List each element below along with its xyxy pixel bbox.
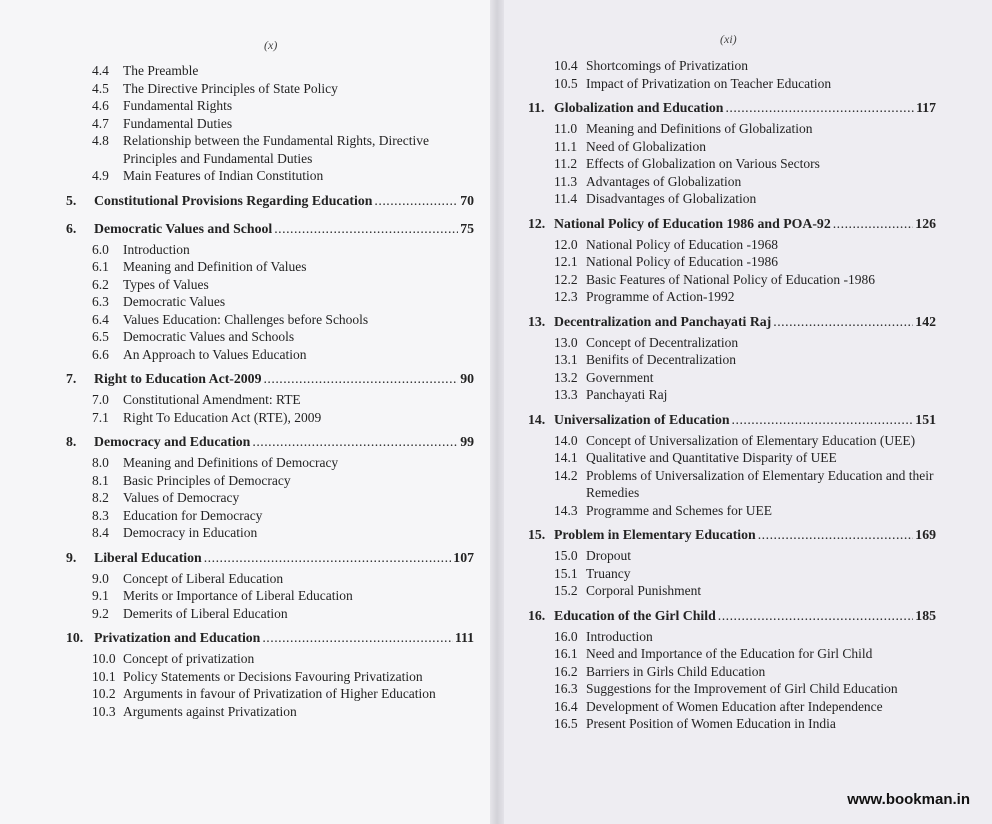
section-title: Disadvantages of Globalization bbox=[586, 191, 757, 206]
section-number: 10.1 bbox=[92, 668, 116, 684]
section-title: The Directive Principles of State Policy bbox=[123, 80, 338, 96]
chapter-page: 90 bbox=[460, 371, 474, 386]
section-number: 4.6 bbox=[92, 98, 109, 113]
toc-section-entry bbox=[528, 449, 936, 467]
toc-section-entry bbox=[66, 650, 474, 668]
chapter-number: 16. bbox=[528, 607, 546, 623]
section-number: 12.2 bbox=[554, 271, 578, 287]
section-title: Basic Principles of Democracy bbox=[123, 472, 291, 488]
section-number: 14.3 bbox=[554, 502, 578, 518]
section-number: 16.5 bbox=[554, 716, 578, 731]
section-number: 6.4 bbox=[92, 311, 109, 327]
section-number: 12.0 bbox=[554, 236, 578, 252]
section-number: 6.6 bbox=[92, 346, 109, 362]
section-number: 6.5 bbox=[92, 329, 109, 344]
chapter-page: 185 bbox=[915, 607, 936, 623]
toc-section-entry bbox=[66, 703, 474, 721]
toc-section-entry bbox=[66, 241, 474, 259]
toc-section-entry bbox=[66, 62, 474, 80]
toc-chapter-entry bbox=[528, 313, 936, 330]
toc-chapter-entry bbox=[66, 433, 474, 450]
chapter-title: Globalization and Education bbox=[554, 100, 724, 115]
chapter-number: 8. bbox=[66, 434, 77, 449]
section-number: 6.2 bbox=[92, 276, 109, 292]
section-number: 10.3 bbox=[92, 703, 116, 719]
section-number: 6.1 bbox=[92, 259, 109, 274]
toc-section-entry bbox=[66, 115, 474, 133]
section-number: 10.0 bbox=[92, 651, 116, 666]
section-title: Impact of Privatization on Teacher Education bbox=[586, 75, 832, 91]
toc-section-entry bbox=[66, 409, 474, 427]
section-number: 14.0 bbox=[554, 432, 578, 448]
section-number: 15.1 bbox=[554, 565, 578, 581]
page-number-right: (xi) bbox=[720, 32, 737, 46]
section-number: 4.7 bbox=[92, 115, 109, 131]
chapter-title: Universalization of Education bbox=[554, 411, 730, 427]
dot-leader bbox=[262, 629, 452, 646]
section-title: Problems of Universalization of Elementary Education and their Remedies bbox=[586, 467, 934, 500]
section-title: Present Position of Women Education in India bbox=[586, 716, 836, 731]
chapter-page: 107 bbox=[453, 549, 474, 565]
dot-leader bbox=[374, 192, 458, 209]
toc-section-entry bbox=[528, 120, 936, 138]
dot-leader bbox=[773, 313, 913, 330]
section-title: Shortcomings of Privatization bbox=[586, 58, 748, 73]
section-number: 13.1 bbox=[554, 352, 578, 367]
section-title: Government bbox=[586, 369, 654, 385]
toc-section-entry bbox=[528, 547, 936, 565]
toc-section-entry bbox=[528, 663, 936, 681]
toc-section-entry bbox=[528, 502, 936, 520]
toc-section-entry bbox=[528, 253, 936, 271]
section-title: Concept of Decentralization bbox=[586, 334, 739, 350]
section-number: 4.5 bbox=[92, 80, 109, 96]
toc-section-entry bbox=[66, 454, 474, 472]
toc-section-entry bbox=[66, 472, 474, 490]
toc-chapter-entry bbox=[66, 220, 474, 237]
section-number: 11.3 bbox=[554, 173, 578, 189]
toc-section-entry bbox=[528, 645, 936, 663]
chapter-page: 117 bbox=[916, 100, 936, 115]
chapter-number: 15. bbox=[528, 527, 546, 542]
toc-section-entry bbox=[528, 138, 936, 156]
toc-section-entry bbox=[66, 524, 474, 542]
section-number: 8.2 bbox=[92, 490, 109, 505]
toc-section-entry bbox=[528, 467, 936, 502]
toc-section-entry bbox=[528, 628, 936, 646]
chapter-title: Democratic Values and School bbox=[94, 220, 273, 236]
chapter-title: Education of the Girl Child bbox=[554, 607, 716, 623]
section-number: 16.3 bbox=[554, 681, 578, 696]
book-gutter bbox=[490, 0, 504, 824]
toc-chapter-entry bbox=[66, 629, 474, 646]
section-title: Suggestions for the Improvement of Girl Child Education bbox=[586, 681, 898, 696]
section-number: 4.9 bbox=[92, 168, 109, 183]
section-title: Fundamental Rights bbox=[123, 98, 233, 113]
section-title: Need and Importance of the Education for Girl Child bbox=[586, 646, 873, 661]
section-number: 9.0 bbox=[92, 570, 109, 586]
section-title: Main Features of Indian Constitution bbox=[123, 168, 324, 183]
section-title: Arguments in favour of Privatization of Higher Education bbox=[123, 686, 436, 701]
chapter-number: 9. bbox=[66, 549, 77, 565]
section-title: Effects of Globalization on Various Sectors bbox=[586, 156, 820, 171]
toc-section-entry bbox=[66, 167, 474, 185]
section-number: 6.0 bbox=[92, 241, 109, 257]
section-number: 8.1 bbox=[92, 472, 109, 488]
section-title: Concept of Universalization of Elementary Education (UEE) bbox=[586, 432, 916, 448]
section-title: Dropout bbox=[586, 548, 631, 563]
dot-leader bbox=[725, 99, 914, 116]
section-title: Basic Features of National Policy of Education -1986 bbox=[586, 271, 876, 287]
section-title: Meaning and Definitions of Globalization bbox=[586, 121, 813, 136]
section-number: 12.3 bbox=[554, 289, 578, 304]
dot-leader bbox=[274, 220, 458, 237]
section-title: Relationship between the Fundamental Rights, Directive Principles and Fundamental Duties bbox=[123, 133, 429, 166]
section-number: 13.2 bbox=[554, 369, 578, 385]
toc-section-entry bbox=[66, 587, 474, 605]
section-number: 7.0 bbox=[92, 392, 109, 407]
section-title: Right To Education Act (RTE), 2009 bbox=[123, 409, 322, 425]
section-title: Panchayati Raj bbox=[586, 387, 668, 402]
section-number: 15.2 bbox=[554, 583, 578, 598]
section-title: Fundamental Duties bbox=[123, 115, 233, 131]
section-number: 15.0 bbox=[554, 548, 578, 563]
section-title: Policy Statements or Decisions Favouring Privatization bbox=[123, 668, 423, 684]
chapter-title: Decentralization and Panchayati Raj bbox=[554, 313, 772, 329]
chapter-title: Problem in Elementary Education bbox=[554, 527, 756, 542]
toc-section-entry bbox=[66, 489, 474, 507]
page-number-left: (x) bbox=[264, 38, 278, 52]
section-title: Barriers in Girls Child Education bbox=[586, 663, 766, 679]
section-title: Concept of Liberal Education bbox=[123, 570, 284, 586]
toc-section-entry bbox=[66, 605, 474, 623]
chapter-title: Constitutional Provisions Regarding Education bbox=[94, 192, 373, 208]
toc-chapter-entry bbox=[66, 370, 474, 387]
toc-section-entry bbox=[66, 311, 474, 329]
section-title: Concept of privatization bbox=[123, 651, 255, 666]
toc-section-entry bbox=[528, 271, 936, 289]
dot-leader bbox=[833, 215, 914, 232]
section-title: Values Education: Challenges before Schools bbox=[123, 311, 369, 327]
chapter-title: Democracy and Education bbox=[94, 434, 251, 449]
section-title: Democracy in Education bbox=[123, 525, 258, 540]
toc-section-entry bbox=[66, 346, 474, 364]
section-number: 16.1 bbox=[554, 646, 578, 661]
toc-section-entry bbox=[528, 190, 936, 208]
toc-section-entry bbox=[528, 698, 936, 716]
dot-leader bbox=[204, 549, 452, 566]
section-number: 9.2 bbox=[92, 605, 109, 621]
chapter-title: National Policy of Education 1986 and POA-92 bbox=[554, 215, 831, 231]
section-number: 16.0 bbox=[554, 628, 578, 644]
section-number: 10.5 bbox=[554, 75, 578, 91]
chapter-page: 126 bbox=[915, 215, 936, 231]
section-title: Values of Democracy bbox=[123, 490, 240, 505]
section-title: Democratic Values bbox=[123, 294, 226, 309]
watermark: www.bookman.in bbox=[847, 791, 970, 808]
toc-chapter-entry bbox=[528, 526, 936, 543]
dot-leader bbox=[732, 411, 914, 428]
chapter-page: 70 bbox=[460, 192, 474, 208]
section-number: 13.0 bbox=[554, 334, 578, 350]
section-number: 13.3 bbox=[554, 387, 578, 402]
chapter-number: 12. bbox=[528, 215, 546, 231]
toc-section-entry bbox=[66, 80, 474, 98]
section-title: Constitutional Amendment: RTE bbox=[123, 392, 301, 407]
section-title: Corporal Punishment bbox=[586, 583, 702, 598]
section-number: 9.1 bbox=[92, 588, 109, 603]
section-title: Democratic Values and Schools bbox=[123, 329, 295, 344]
section-number: 14.1 bbox=[554, 450, 578, 465]
chapter-number: 5. bbox=[66, 192, 77, 208]
section-title: Meaning and Definition of Values bbox=[123, 259, 307, 274]
section-number: 8.0 bbox=[92, 455, 109, 470]
toc-section-entry bbox=[66, 668, 474, 686]
toc-section-entry bbox=[66, 507, 474, 525]
toc-section-entry bbox=[66, 391, 474, 409]
section-title: Arguments against Privatization bbox=[123, 703, 297, 719]
toc-section-entry bbox=[528, 57, 936, 75]
section-title: Truancy bbox=[586, 565, 631, 581]
toc-section-entry bbox=[528, 582, 936, 600]
chapter-page: 99 bbox=[460, 434, 474, 449]
dot-leader bbox=[718, 607, 914, 624]
section-number: 11.1 bbox=[554, 138, 578, 154]
toc-section-entry bbox=[528, 369, 936, 387]
section-title: Introduction bbox=[586, 628, 653, 644]
toc-section-entry bbox=[528, 715, 936, 733]
toc-chapter-entry bbox=[66, 549, 474, 566]
toc-section-entry bbox=[66, 328, 474, 346]
section-number: 8.4 bbox=[92, 525, 109, 540]
toc-section-entry bbox=[66, 685, 474, 703]
toc-chapter-entry bbox=[66, 192, 474, 209]
chapter-number: 13. bbox=[528, 313, 546, 329]
section-number: 12.1 bbox=[554, 254, 578, 269]
section-title: Advantages of Globalization bbox=[586, 173, 742, 189]
section-title: Introduction bbox=[123, 241, 190, 257]
section-number: 16.4 bbox=[554, 698, 578, 714]
section-title: Need of Globalization bbox=[586, 138, 706, 154]
toc-section-entry bbox=[66, 97, 474, 115]
section-number: 16.2 bbox=[554, 663, 578, 679]
chapter-title: Liberal Education bbox=[94, 549, 202, 565]
toc-section-entry bbox=[528, 432, 936, 450]
section-title: National Policy of Education -1968 bbox=[586, 236, 778, 252]
chapter-page: 142 bbox=[915, 313, 936, 329]
chapter-number: 10. bbox=[66, 630, 84, 645]
chapter-page: 151 bbox=[915, 411, 936, 427]
toc-list-right bbox=[528, 57, 936, 733]
section-title: Demerits of Liberal Education bbox=[123, 605, 288, 621]
section-number: 10.4 bbox=[554, 58, 578, 73]
section-number: 4.8 bbox=[92, 133, 109, 148]
toc-section-entry bbox=[66, 132, 474, 167]
section-number: 7.1 bbox=[92, 409, 109, 425]
toc-section-entry bbox=[528, 334, 936, 352]
toc-section-entry bbox=[66, 276, 474, 294]
toc-chapter-entry bbox=[528, 215, 936, 232]
toc-section-entry bbox=[528, 155, 936, 173]
chapter-number: 7. bbox=[66, 371, 77, 386]
toc-chapter-entry bbox=[528, 99, 936, 116]
chapter-page: 75 bbox=[460, 220, 474, 236]
toc-section-entry bbox=[528, 236, 936, 254]
section-number: 11.2 bbox=[554, 156, 578, 171]
section-title: Programme of Action-1992 bbox=[586, 289, 735, 304]
toc-section-entry bbox=[528, 288, 936, 306]
section-number: 8.3 bbox=[92, 507, 109, 523]
dot-leader bbox=[263, 370, 458, 387]
dot-leader bbox=[758, 526, 914, 543]
toc-chapter-entry bbox=[528, 411, 936, 428]
section-title: Development of Women Education after Independence bbox=[586, 698, 883, 714]
toc-section-entry bbox=[528, 565, 936, 583]
chapter-page: 111 bbox=[454, 630, 474, 645]
chapter-number: 11. bbox=[528, 100, 545, 115]
chapter-page: 169 bbox=[915, 527, 936, 542]
section-number: 11.0 bbox=[554, 121, 578, 136]
toc-section-entry bbox=[66, 570, 474, 588]
section-number: 11.4 bbox=[554, 191, 578, 206]
toc-list-left bbox=[66, 62, 474, 720]
chapter-number: 14. bbox=[528, 411, 546, 427]
section-number: 4.4 bbox=[92, 63, 109, 78]
section-title: Merits or Importance of Liberal Education bbox=[123, 588, 353, 603]
section-number: 10.2 bbox=[92, 686, 116, 701]
section-number: 6.3 bbox=[92, 294, 109, 309]
toc-section-entry bbox=[528, 75, 936, 93]
section-title: Benifits of Decentralization bbox=[586, 352, 736, 367]
toc-section-entry bbox=[528, 351, 936, 369]
chapter-title: Right to Education Act-2009 bbox=[94, 371, 262, 386]
toc-section-entry bbox=[66, 293, 474, 311]
section-title: Types of Values bbox=[123, 276, 209, 292]
dot-leader bbox=[252, 433, 458, 450]
section-title: Programme and Schemes for UEE bbox=[586, 502, 772, 518]
section-number: 14.2 bbox=[554, 467, 578, 483]
section-title: Education for Democracy bbox=[123, 507, 263, 523]
toc-section-entry bbox=[528, 386, 936, 404]
toc-chapter-entry bbox=[528, 607, 936, 624]
chapter-number: 6. bbox=[66, 220, 77, 236]
section-title: Meaning and Definitions of Democracy bbox=[123, 455, 339, 470]
section-title: An Approach to Values Education bbox=[123, 346, 307, 362]
chapter-title: Privatization and Education bbox=[94, 630, 261, 645]
toc-section-entry bbox=[528, 680, 936, 698]
toc-section-entry bbox=[66, 258, 474, 276]
section-title: National Policy of Education -1986 bbox=[586, 254, 778, 269]
toc-section-entry bbox=[528, 173, 936, 191]
section-title: The Preamble bbox=[123, 63, 199, 78]
section-title: Qualitative and Quantitative Disparity of UEE bbox=[586, 450, 837, 465]
